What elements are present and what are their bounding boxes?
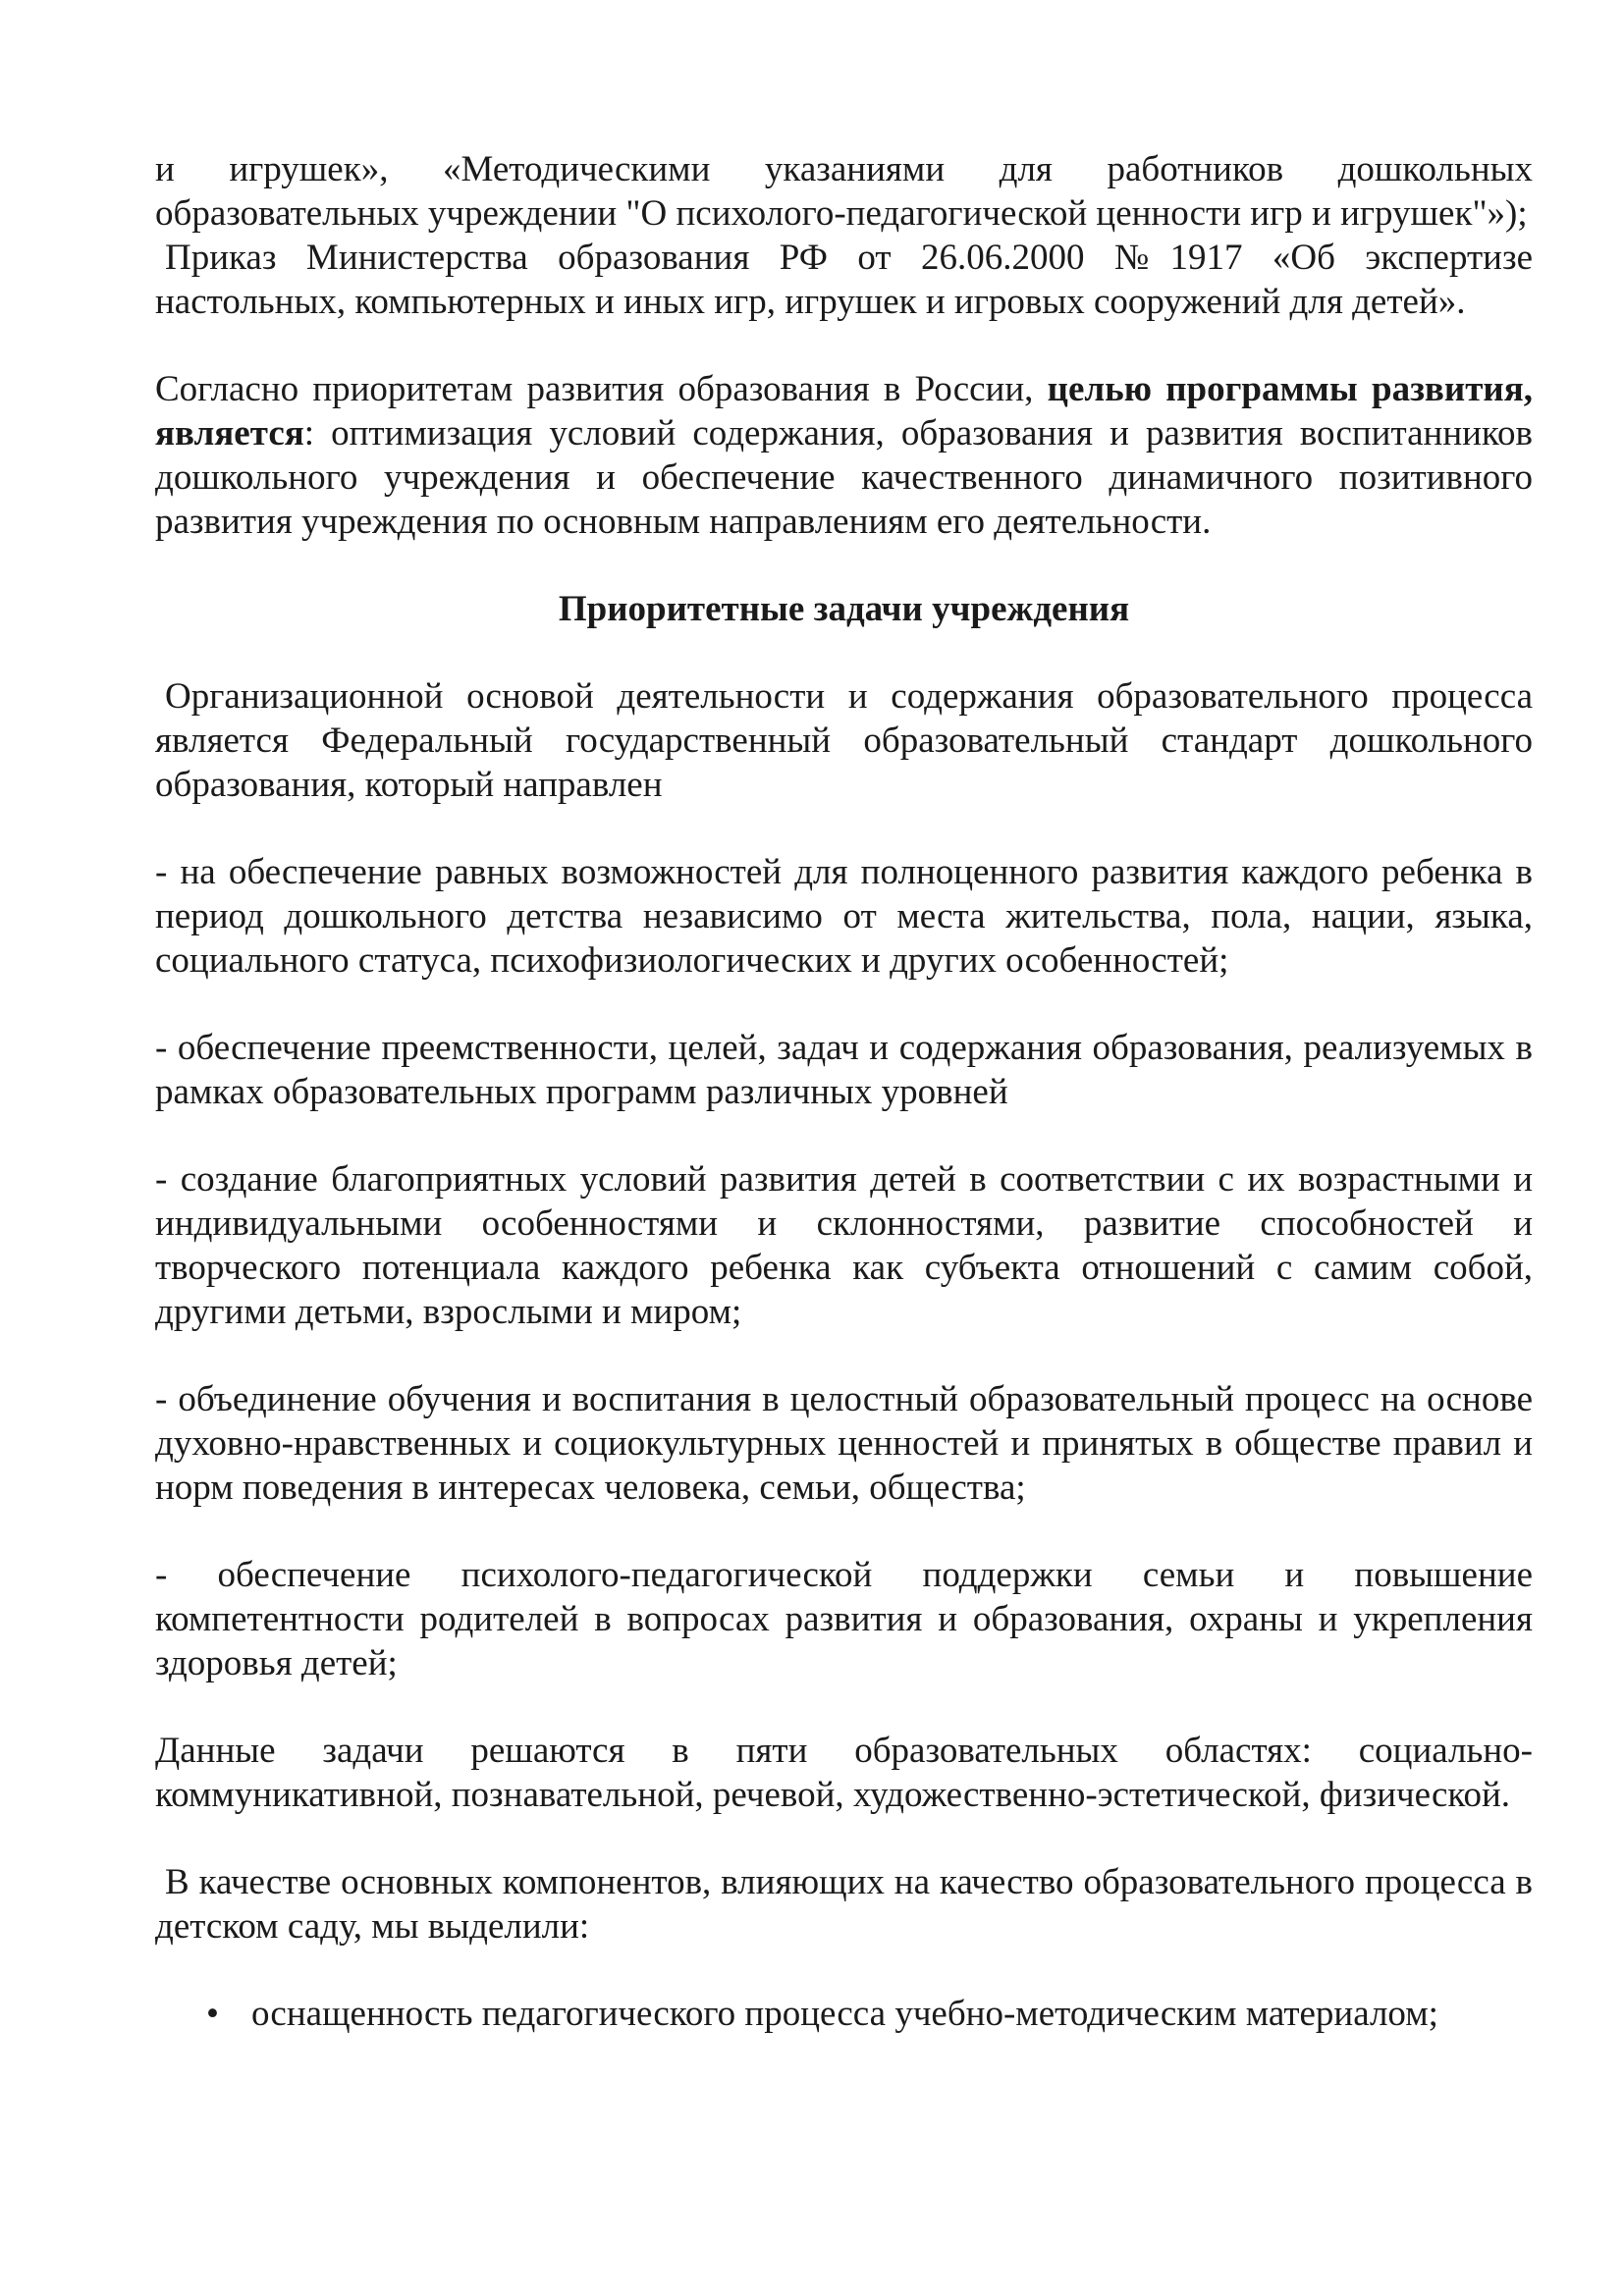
goal-paragraph: [155, 367, 1533, 544]
list-item: [155, 1992, 1533, 2036]
task-item-2: - обеспечение преемственности, целей, задач и содержания образования, реализуемых в рамках образовательных программ различных уровней: [155, 1028, 1533, 1112]
components-list: [155, 1992, 1533, 2036]
organizational-paragraph: Организационной основой деятельности и содержания образовательного процесса является Федеральный государственный образовательный стандарт дошкольного образования, который направлен: [155, 676, 1533, 805]
bullet-marker: •: [206, 1994, 219, 2034]
list-item-text: оснащенность педагогического процесса учебно-методическим материалом;: [251, 1994, 1438, 2034]
section-heading: Приоритетные задачи учреждения: [558, 589, 1130, 629]
components-paragraph: В качестве основных компонентов, влияющих на качество образовательного процесса в детском саду, мы выделили:: [155, 1862, 1533, 1947]
goal-suffix: : оптимизация условий содержания, образования и развития воспитанников дошкольного учреждения и обеспечение качественного динамичного позитивного развития учреждения по основным направлениям его деятельности.: [155, 413, 1533, 542]
task-item-4: - объединение обучения и воспитания в целостный образовательный процесс на основе духовно-нравственных и социокультурных ценностей и принятых в обществе правил и норм поведения в интересах человека, семьи, общества;: [155, 1379, 1533, 1508]
task-item-3: - создание благоприятных условий развития детей в соответствии с их возрастными и индивидуальными особенностями и склонностями, развитие способностей и творческого потенциала каждого ребенка как субъекта отношений с самим собой, другими детьми, взрослыми и миром;: [155, 1159, 1533, 1332]
goal-bold-text: целью программы развития, является: [155, 369, 1533, 454]
areas-paragraph: Данные задачи решаются в пяти образовательных областях: социально-коммуникативной, познавательной, речевой, художественно-эстетической, физической.: [155, 1731, 1533, 1815]
document-page: [155, 147, 1533, 2036]
intro-paragraph: и игрушек», «Методическими указаниями для работников дошкольных образовательных учреждении "О психолого-педагогической ценности игр и игрушек"»);: [155, 149, 1533, 234]
task-item-5: - обеспечение психолого-педагогической поддержки семьи и повышение компетентности родителей в вопросах развития и образования, охраны и укрепления здоровья детей;: [155, 1555, 1533, 1683]
task-item-1: - на обеспечение равных возможностей для полноценного развития каждого ребенка в период дошкольного детства независимо от места жительства, пола, нации, языка, социального статуса, психофизиологических и других особенностей;: [155, 852, 1533, 981]
goal-prefix: Согласно приоритетам развития образования в России,: [155, 369, 1048, 409]
order-paragraph: Приказ Министерства образования РФ от 26.06.2000 №1917 «Об экспертизе настольных, компьютерных и иных игр, игрушек и игровых сооружений для детей».: [155, 238, 1533, 322]
